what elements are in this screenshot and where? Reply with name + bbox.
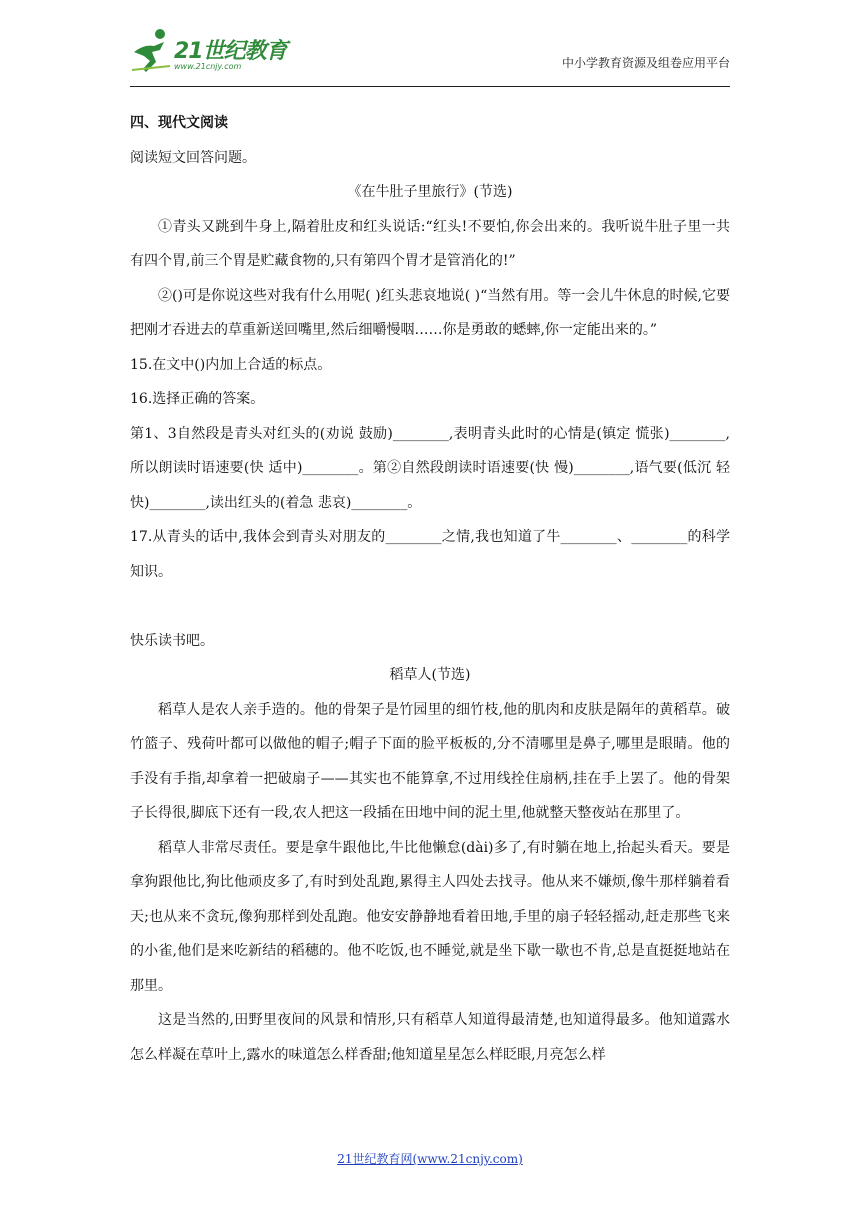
header-divider	[130, 86, 730, 87]
spacer	[130, 589, 730, 624]
passage-paragraph: 稻草人是农人亲手造的。他的骨架子是竹园里的细竹枝,他的肌肉和皮肤是隔年的黄稻草。破竹篮子、残荷叶都可以做他的帽子;帽子下面的脸平板板的,分不清哪里是鼻子,哪里是眼睛。他的手没有手指,却拿着一把破扇子——其实也不能算拿,不过用线拴住扇柄,挂在手上罢了。他的骨架子长得很,脚底下还有一段,农人把这一段插在田地中间的泥土里,他就整天整夜站在那里了。	[130, 701, 730, 821]
footer-link[interactable]: 21世纪教育网(www.21cnjy.com)	[337, 1152, 523, 1166]
question-15: 15.在文中()内加上合适的标点。	[130, 356, 332, 373]
page-footer	[0, 1150, 860, 1167]
section-heading: 四、现代文阅读	[130, 115, 228, 131]
question-16: 16.选择正确的答案。	[130, 391, 265, 407]
passage-title: 《在牛肚子里旅行》(节选)	[347, 184, 513, 200]
runner-logo-icon	[130, 26, 174, 76]
platform-name: 中小学教育资源及组卷应用平台	[561, 56, 730, 70]
page-header	[130, 22, 730, 86]
question-16-body: 第1、3自然段是青头对红头的(劝说 鼓励)________,表明青头此时的心情是(镇定 慌张)________,所以朗读时语速要(快 适中)________。第②自然段朗读时语速要(快 慢)________,语气要(低沉 轻快)________,读出红头的(着急 悲哀)________。	[130, 425, 730, 511]
passage-paragraph: ②()可是你说这些对我有什么用呢( )红头悲哀地说( )“当然有用。等一会儿牛休息的时候,它要把刚才吞进去的草重新送回嘴里,然后细嚼慢咽……你是勇敢的蟋蟀,你一定能出来的。”	[130, 287, 730, 338]
passage-paragraph: ①青头又跳到牛身上,隔着肚皮和红头说话:“红头!不要怕,你会出来的。我听说牛肚子里一共有四个胃,前三个胃是贮藏食物的,只有第四个胃才是管消化的!”	[130, 218, 730, 269]
logo-text: 21世纪教育	[174, 39, 287, 64]
logo-url: www.21cnjy.com	[174, 62, 242, 71]
instruction: 阅读短文回答问题。	[130, 149, 256, 166]
question-17: 17.从青头的话中,我体会到青头对朋友的________之情,我也知道了牛________、________的科学知识。	[130, 529, 730, 580]
passage-paragraph: 这是当然的,田野里夜间的风景和情形,只有稻草人知道得最清楚,也知道得最多。他知道露水怎么样凝在草叶上,露水的味道怎么样香甜;他知道星星怎么样眨眼,月亮怎么样	[130, 1012, 730, 1063]
section-intro: 快乐读书吧。	[130, 632, 214, 649]
logo	[130, 26, 300, 78]
document-body	[130, 106, 730, 1072]
passage-paragraph: 稻草人非常尽责任。要是拿牛跟他比,牛比他懒怠(dài)多了,有时躺在地上,抬起头看天。要是拿狗跟他比,狗比他顽皮多了,有时到处乱跑,累得主人四处去找寻。他从来不嫌烦,像牛那样躺着看天;也从来不贪玩,像狗那样到处乱跑。他安安静静地看着田地,手里的扇子轻轻摇动,赶走那些飞来的小雀,他们是来吃新结的稻穗的。他不吃饭,也不睡觉,就是坐下歇一歇也不肯,总是直挺挺地站在那里。	[130, 839, 730, 994]
passage-title: 稻草人(节选)	[389, 667, 471, 683]
